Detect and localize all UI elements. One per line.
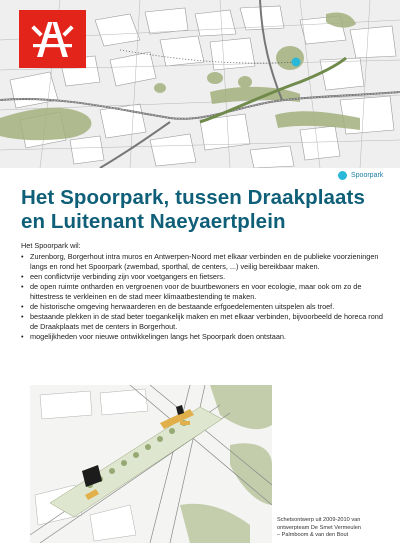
list-item: • de open ruimte ontharden en vergroenen voor de buurtbewoners en voor ecologie, maar ook om zo de hittestress te verkleinen en de stad meer klimaatbestending te maken.: [21, 282, 383, 302]
list-item: • bestaande plekken in de stad beter toegankelijk maken en met elkaar verbinden, bijvoorbeeld de horeca rond de Draakplaats met de centers in Borgerhout.: [21, 312, 383, 332]
antwerpen-a-logo: [19, 10, 86, 68]
caption-line1: Schetsontwerp uit 2009-2010 van: [277, 517, 361, 523]
page-title-line1: Het Spoorpark, tussen Draakplaats: [21, 186, 365, 209]
list-item: • Zurenborg, Borgerhout intra muros en Antwerpen-Noord met elkaar verbinden en de publieke voorzieningen langs en rond het Spoorpark (zwembad, sporthal, de centers, ...) veilig bereikbaar maken.: [21, 252, 383, 272]
caption-line3: – Palmboom & van den Bout: [277, 532, 349, 539]
list-item: • mogelijkheden voor nieuwe ontwikkelingen langs het Spoorpark doen ontstaan.: [21, 332, 383, 342]
intro-text: Het Spoorpark wil:: [21, 241, 81, 250]
list-item: • een conflictvrije verbinding zijn voor voetgangers en fietsers.: [21, 272, 383, 282]
legend-dot-icon: [338, 171, 347, 180]
body-text: [21, 241, 383, 342]
plan-caption: [277, 517, 392, 540]
page-title-line2: en Luitenant Naeyaertplein: [21, 210, 286, 233]
map-legend: [338, 171, 383, 180]
caption-line2: ontwerpteam De Smet Vermeulen: [277, 524, 361, 531]
page-title: [21, 186, 381, 234]
list-item: • de historische omgeving herwaarderen en de bestaande erfgoedelementen uitspelen als troef.: [21, 302, 383, 312]
goal-list: [21, 252, 383, 342]
sketch-plan: [30, 385, 272, 543]
legend-label: Spoorpark: [351, 172, 384, 179]
